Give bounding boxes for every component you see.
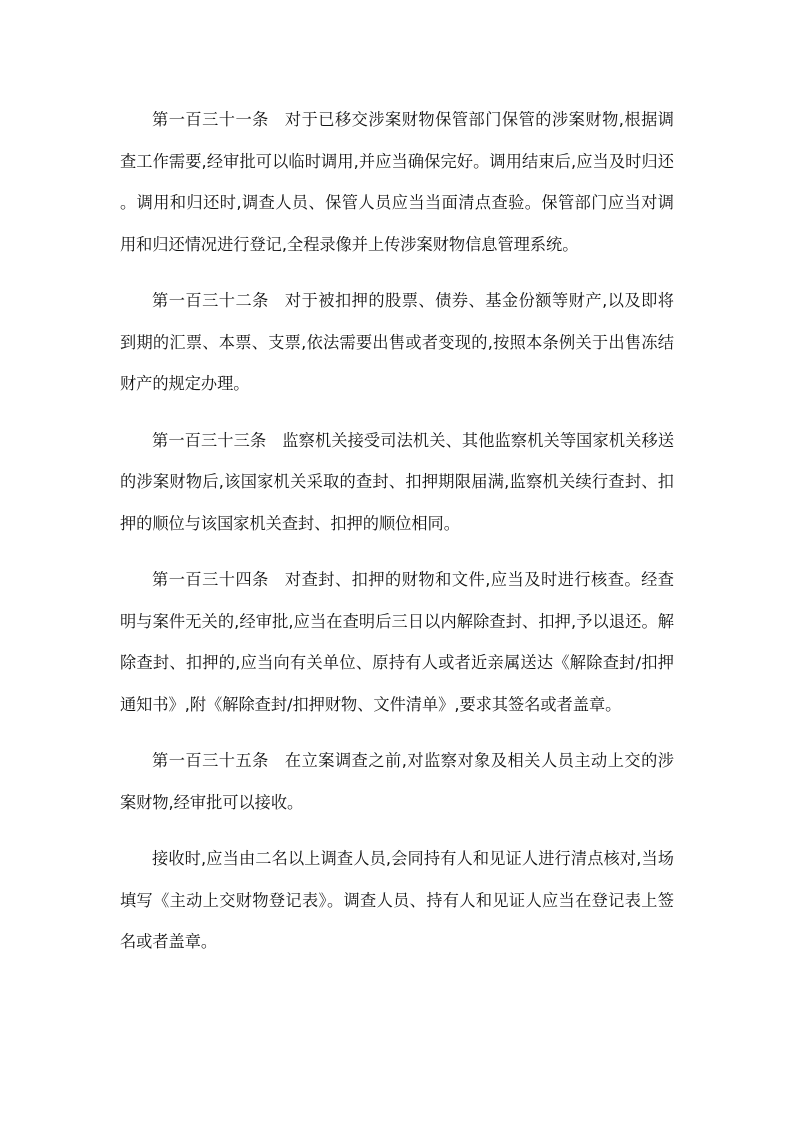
article-135-continuation: 接收时,应当由二名以上调查人员,会同持有人和见证人进行清点核对,当场填写《主动上交财物登记表》。调查人员、持有人和见证人应当在登记表上签名或者盖章。	[120, 849, 674, 951]
article-132	[120, 280, 674, 405]
article-number: 第一百三十五条	[152, 751, 269, 770]
article-133	[120, 420, 674, 545]
article-text: 对于被扣押的股票、债券、基金份额等财产,以及即将到期的汇票、本票、支票,依法需要出售或者变现的,按照本条例关于出售冻结财产的规定办理。	[120, 291, 674, 393]
article-number: 第一百三十四条	[152, 570, 269, 589]
article-text: 对查封、扣押的财物和文件,应当及时进行核查。经查明与案件无关的,经审批,应当在查明后三日以内解除查封、扣押,予以退还。解除查封、扣押的,应当向有关单位、原持有人或者近亲属送达《解除查封/扣押通知书》,附《解除查封/扣押财物、文件清单》,要求其签名或者盖章。	[120, 570, 674, 714]
document-body	[120, 99, 674, 963]
article-number: 第一百三十一条	[152, 110, 269, 129]
article-text: 监察机关接受司法机关、其他监察机关等国家机关移送的涉案财物后,该国家机关采取的查封、扣押期限届满,监察机关续行查封、扣押的顺位与该国家机关查封、扣押的顺位相同。	[120, 430, 675, 533]
article-number: 第一百三十二条	[152, 291, 269, 310]
article-134	[120, 559, 674, 725]
article-text: 在立案调查之前,对监察对象及相关人员主动上交的涉案财物,经审批可以接收。	[120, 751, 674, 812]
article-text: 对于已移交涉案财物保管部门保管的涉案财物,根据调查工作需要,经审批可以临时调用,并应当确保完好。调用结束后,应当及时归还。调用和归还时,调查人员、保管人员应当当面清点查验。保管部门应当对调用和归还情况进行登记,全程录像并上传涉案财物信息管理系统。	[120, 110, 674, 254]
article-131	[120, 99, 674, 265]
article-number: 第一百三十三条	[152, 430, 267, 450]
article-135	[120, 740, 674, 823]
